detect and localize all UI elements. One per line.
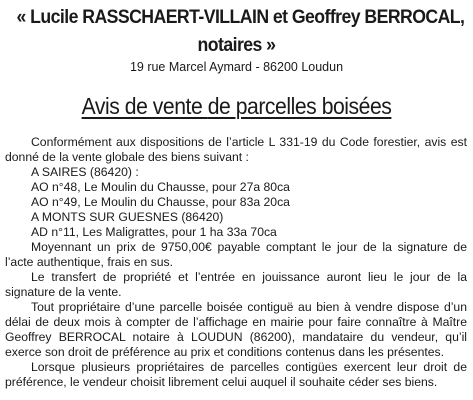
price-paragraph: Moyennant un prix de 9750,00€ payable comptant le jour de la signature de l’acte authentique, frais en sus. [5,240,467,269]
headline-part2: de parcelles boisées [207,93,392,119]
notaries-title-line1: « Lucile RASSCHAERT-VILLAIN et Geoffrey BERROCAL, [16,7,465,28]
transfer-paragraph: Le transfert de propriété et l’entrée en jouissance auront lieu le jour de la signature de la vente. [5,270,467,299]
intro-paragraph: Conformément aux dispositions de l’article L 331-19 du Code forestier, avis est donné de la vente globale des biens suivant : [5,135,467,164]
notaries-title-line2: notaires » [197,35,276,56]
headline-part1: Avis de vente [81,93,208,119]
lot2-parcel-a: AD n°11, Les Maligrattes, pour 1 ha 33a 70ca [31,225,277,239]
preemption-paragraph: Tout propriétaire d’une parcelle boisée contiguë au bien à vendre dispose d’un délai de deux mois à compter de l’affichage en mairie pour faire connaître à Maître Geoffrey BERROCAL notaire à LOUDUN (86200), mandataire du vendeur, qu’il exerce son droit de préférence au prix et conditions contenus dans les présentes. [5,300,467,359]
lot1-place: A SAIRES (86420) : [31,165,139,179]
lot1-parcel-b: AO n°49, Le Moulin du Chausse, pour 83a 20ca [31,195,290,209]
lot2-place: A MONTS SUR GUESNES (86420) [31,210,224,224]
notice-headline [19,92,454,120]
notice-body [5,135,467,390]
lot1-parcel-a: AO n°48, Le Moulin du Chausse, pour 27a 80ca [31,180,290,194]
office-address: 19 rue Marcel Aymard - 86200 Loudun [129,60,344,74]
multiple-owners-paragraph: Lorsque plusieurs propriétaires de parcelles contigües exercent leur droit de préférence, le vendeur choisit librement celui auquel il souhaite céder ses biens. [5,360,467,389]
